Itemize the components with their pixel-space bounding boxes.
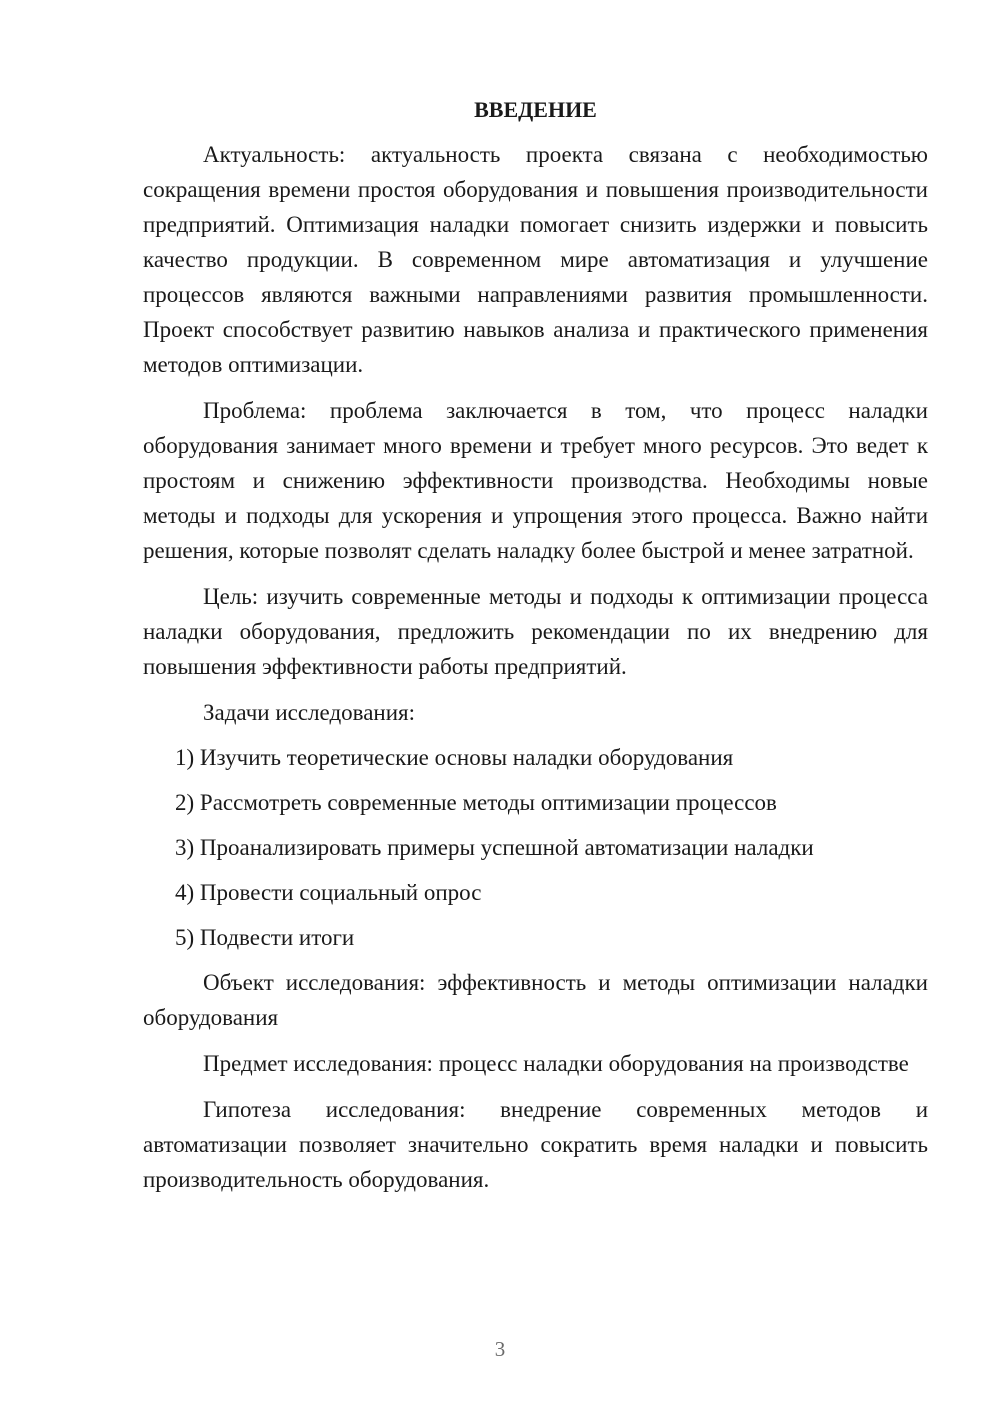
task-item: 3) Проанализировать примеры успешной автоматизации наладки: [175, 835, 814, 860]
object-paragraph: Объект исследования: эффективность и методы оптимизации наладки оборудования: [143, 970, 928, 1030]
tasks-heading: Задачи исследования:: [203, 700, 416, 725]
task-item: 1) Изучить теоретические основы наладки оборудования: [175, 745, 734, 770]
task-item: 5) Подвести итоги: [175, 925, 355, 950]
task-item: 2) Рассмотреть современные методы оптимизации процессов: [175, 790, 777, 815]
task-item: 4) Провести социальный опрос: [175, 880, 482, 905]
document-content: [143, 92, 928, 1208]
task-list: [143, 740, 928, 955]
goal-paragraph: Цель: изучить современные методы и подходы к оптимизации процесса наладки оборудования, предложить рекомендации по их внедрению для повышения эффективности работы предприятий.: [143, 584, 928, 679]
subject-paragraph: Предмет исследования: процесс наладки оборудования на производстве: [203, 1051, 909, 1076]
problem-paragraph: Проблема: проблема заключается в том, что процесс наладки оборудования занимает много времени и требует много ресурсов. Это ведет к простоям и снижению эффективности производства. Необходимы новые методы и подходы для ускорения и упрощения этого процесса. Важно найти решения, которые позволят сделать наладку более быстрой и менее затратной.: [143, 398, 928, 563]
relevance-paragraph: Актуальность: актуальность проекта связана с необходимостью сокращения времени простоя оборудования и повышения производительности предприятий. Оптимизация наладки помогает снизить издержки и повысить качество продукции. В современном мире автоматизация и улучшение процессов являются важными направлениями развития промышленности. Проект способствует развитию навыков анализа и практического применения методов оптимизации.: [143, 142, 928, 377]
page-number: 3: [494, 1337, 506, 1361]
section-title: ВВЕДЕНИЕ: [474, 97, 597, 122]
hypothesis-paragraph: Гипотеза исследования: внедрение современных методов и автоматизации позволяет значительно сократить время наладки и повысить производительность оборудования.: [143, 1097, 928, 1192]
